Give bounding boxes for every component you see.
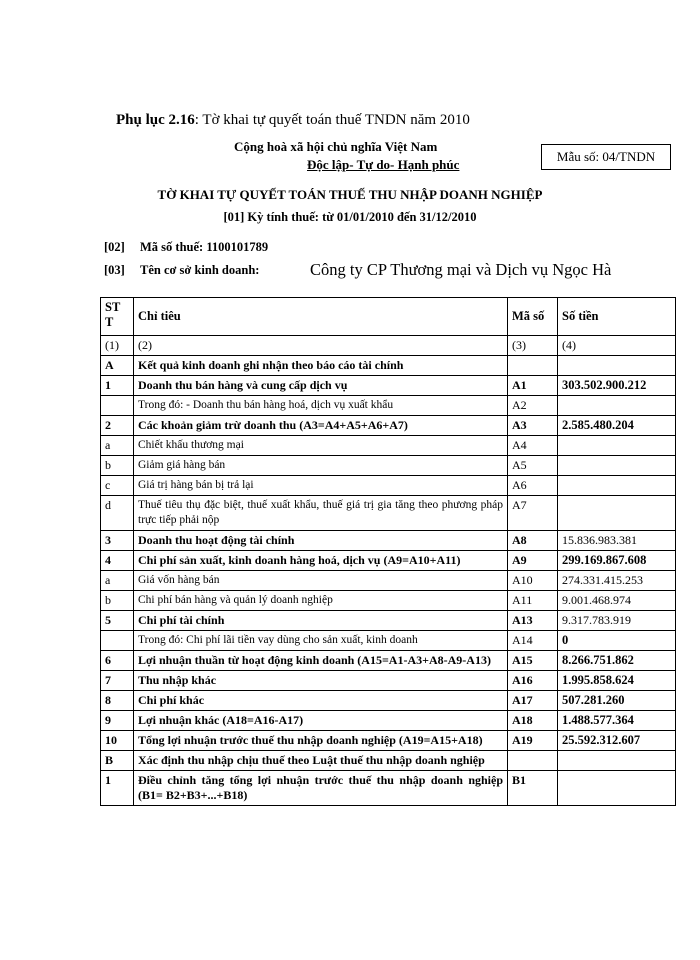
tax-period-code: [01] Kỳ tính thuế: [223,210,319,224]
cell-item: Trong đó: - Doanh thu bán hàng hoá, dịch vụ xuất khẩu [134,396,508,416]
table-row [101,591,676,611]
table-row [101,611,676,631]
table-row [101,731,676,751]
table-row [101,631,676,651]
form-number-box: Mẫu số: 04/TNDN [541,144,671,170]
appendix-text: : Tờ khai tự quyết toán thuế TNDN năm 2010 [194,112,470,128]
table-row [101,456,676,476]
cell-item: Doanh thu bán hàng và cung cấp dịch vụ [134,376,508,396]
cell-stt: a [101,436,134,456]
cell-item: Kết quả kinh doanh ghi nhận theo báo cáo tài chính [134,356,508,376]
cell-item: Giá trị hàng bán bị trả lại [134,476,508,496]
cell-amount [558,456,676,476]
cell-code: A6 [508,476,558,496]
cell-amount: 0 [558,631,676,651]
table-row [101,531,676,551]
company-name: Công ty CP Thương mại và Dịch vụ Ngọc Hà [310,260,612,279]
table-row [101,771,676,806]
cell-amount [558,356,676,376]
cell-amount [558,396,676,416]
cell-stt: 3 [101,531,134,551]
appendix-title [116,112,470,129]
appendix-label: Phụ lục 2.16 [116,112,195,128]
business-code: [03] [104,263,125,277]
index-amount: (4) [558,336,676,356]
cell-stt: 5 [101,611,134,631]
header-item: Chỉ tiêu [134,298,508,336]
header-stt: ST T [101,298,134,336]
cell-code: A17 [508,691,558,711]
cell-code: A5 [508,456,558,476]
cell-stt: A [101,356,134,376]
nation-heading: Cộng hoà xã hội chủ nghĩa Việt Nam [234,139,438,154]
table-row [101,416,676,436]
table-header-row [101,298,676,336]
cell-code: A14 [508,631,558,651]
cell-item: Giảm giá hàng bán [134,456,508,476]
cell-amount: 25.592.312.607 [558,731,676,751]
cell-item: Chiết khấu thương mại [134,436,508,456]
header-amount: Số tiền [558,298,676,336]
cell-item: Chi phí khác [134,691,508,711]
cell-code: B1 [508,771,558,806]
cell-code: A16 [508,671,558,691]
cell-code [508,751,558,771]
tax-period-value: từ 01/01/2010 đến 31/12/2010 [322,210,477,224]
cell-item: Tổng lợi nhuận trước thuế thu nhập doanh nghiệp (A19=A15+A18) [134,731,508,751]
cell-stt: c [101,476,134,496]
table-row [101,396,676,416]
table-index-row [101,336,676,356]
cell-item: Lợi nhuận thuần từ hoạt động kinh doanh (A15=A1-A3+A8-A9-A13) [134,651,508,671]
cell-code: A15 [508,651,558,671]
table-row [101,356,676,376]
cell-amount: 303.502.900.212 [558,376,676,396]
cell-code [508,356,558,376]
cell-item: Lợi nhuận khác (A18=A16-A17) [134,711,508,731]
cell-item: Chi phí bán hàng và quản lý doanh nghiệp [134,591,508,611]
cell-amount: 1.995.858.624 [558,671,676,691]
cell-stt: a [101,571,134,591]
cell-stt: 7 [101,671,134,691]
cell-amount [558,771,676,806]
cell-item: Xác định thu nhập chịu thuế theo Luật thuế thu nhập doanh nghiệp [134,751,508,771]
cell-code: A2 [508,396,558,416]
cell-amount: 299.169.867.608 [558,551,676,571]
cell-code: A13 [508,611,558,631]
table-row [101,436,676,456]
cell-code: A7 [508,496,558,531]
tax-id-code: [02] [104,240,125,254]
cell-item: Các khoản giảm trừ doanh thu (A3=A4+A5+A6+A7) [134,416,508,436]
table-row [101,691,676,711]
table-row [101,376,676,396]
cell-code: A10 [508,571,558,591]
motto-heading: Độc lập- Tự do- Hạnh phúc [307,157,460,172]
cell-stt: d [101,496,134,531]
cell-item: Chi phí sản xuất, kinh doanh hàng hoá, dịch vụ (A9=A10+A11) [134,551,508,571]
cell-amount [558,496,676,531]
cell-stt: 4 [101,551,134,571]
cell-item: Thu nhập khác [134,671,508,691]
table-row [101,476,676,496]
cell-stt: B [101,751,134,771]
cell-code: A3 [508,416,558,436]
cell-code: A8 [508,531,558,551]
cell-stt: 8 [101,691,134,711]
cell-stt: b [101,591,134,611]
cell-item: Trong đó: Chi phí lãi tiền vay dùng cho sản xuất, kinh doanh [134,631,508,651]
cell-item: Thuế tiêu thụ đặc biệt, thuế xuất khẩu, thuế giá trị gia tăng theo phương pháp trực tiếp phải nộp [134,496,508,531]
cell-stt: 1 [101,376,134,396]
cell-amount: 9.001.468.974 [558,591,676,611]
table-row [101,651,676,671]
business-label: Tên cơ sở kinh doanh: [140,263,260,277]
table-row [101,671,676,691]
cell-amount: 15.836.983.381 [558,531,676,551]
cell-code: A1 [508,376,558,396]
table-row [101,711,676,731]
cell-amount [558,751,676,771]
cell-item: Doanh thu hoạt động tài chính [134,531,508,551]
cell-stt: 6 [101,651,134,671]
cell-stt [101,631,134,651]
tax-id-label: Mã số thuế: 1100101789 [140,240,269,254]
cell-amount: 1.488.577.364 [558,711,676,731]
index-item: (2) [134,336,508,356]
table-row [101,551,676,571]
cell-amount: 9.317.783.919 [558,611,676,631]
cell-stt [101,396,134,416]
cell-item: Chi phí tài chính [134,611,508,631]
cell-item: Điều chỉnh tăng tổng lợi nhuận trước thuế thu nhập doanh nghiệp (B1= B2+B3+...+B18) [134,771,508,806]
cell-amount: 507.281.260 [558,691,676,711]
cell-stt: b [101,456,134,476]
cell-code: A4 [508,436,558,456]
tax-declaration-table [100,297,676,806]
cell-amount: 2.585.480.204 [558,416,676,436]
table-row [101,751,676,771]
table-row [101,571,676,591]
cell-item: Giá vốn hàng bán [134,571,508,591]
cell-code: A19 [508,731,558,751]
index-stt: (1) [101,336,134,356]
cell-amount [558,436,676,456]
cell-stt: 9 [101,711,134,731]
cell-code: A9 [508,551,558,571]
cell-amount: 8.266.751.862 [558,651,676,671]
cell-stt: 10 [101,731,134,751]
cell-code: A11 [508,591,558,611]
form-title: TỜ KHAI TỰ QUYẾT TOÁN THUẾ THU NHẬP DOANH NGHIỆP [157,187,543,202]
cell-amount [558,476,676,496]
cell-stt: 2 [101,416,134,436]
cell-stt: 1 [101,771,134,806]
table-row [101,496,676,531]
header-code: Mã số [508,298,558,336]
cell-amount: 274.331.415.253 [558,571,676,591]
index-code: (3) [508,336,558,356]
cell-code: A18 [508,711,558,731]
tax-period [0,210,700,225]
